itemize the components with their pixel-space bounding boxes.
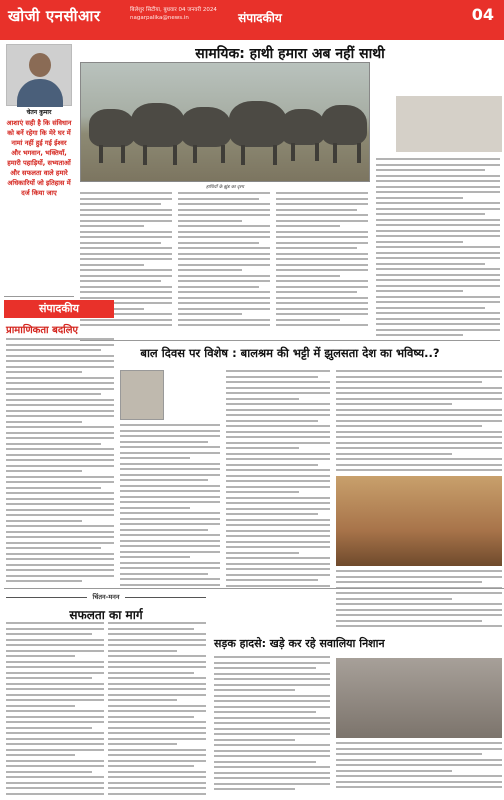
article-body-col-4 (376, 158, 500, 336)
vichar-tag: चिंतन-मनन (87, 593, 126, 601)
road-body-col-2 (336, 742, 502, 798)
feature-body-col-1 (120, 424, 220, 588)
editorial-body (6, 338, 114, 588)
vichar-body-col-2 (108, 622, 206, 798)
author-photo (6, 44, 72, 106)
road-accident-headline: सड़क हादसे: खड़े कर रहे सवालिया निशान (214, 637, 385, 650)
child-labour-large-photo (336, 476, 502, 566)
masthead-meta (130, 6, 230, 22)
masthead (0, 0, 504, 40)
main-headline: सामयिक: हाथी हमारा अब नहीं साथी (195, 46, 385, 62)
feature-body-col-3 (336, 370, 502, 472)
vichar-body-col-1 (6, 622, 104, 798)
road-body-col-1 (214, 656, 330, 798)
editorial-headline: प्रामाणिकता बदलिए (6, 325, 79, 336)
masthead-date: बिलेशुर सिटीया, बुधवार 04 जनवरी 2024 (130, 7, 217, 13)
article-body-col-2 (178, 192, 270, 336)
masthead-email: nagarpalika@news.in (130, 15, 189, 21)
feature-headline: बाल दिवस पर विशेष : बालश्रम की भट्टी में झुलसता देश का भविष्य..? (140, 346, 440, 360)
author-name: चेतन कुमार (26, 109, 52, 116)
vichar-headline: सफलता का मार्ग (69, 608, 143, 622)
elephants-photo (80, 62, 370, 182)
section-title: संपादकीय (238, 11, 282, 25)
road-accident-photo (336, 658, 502, 738)
page-number: 04 (471, 5, 494, 24)
inset-photo (396, 96, 502, 152)
photo-caption: हाथियों के झुंड का दृश्य (206, 185, 244, 190)
author-pull-quote: आशाएं सही है कि संविधान को बनें रहेगा कि मेरे घर में नामां नहीं हुई गई ईश्वर और भगवान, भक्तियाँ, हमारी पहाड़ियों, सभ्यताओं और सफलता वाले हमारे अधिकारियों जो इतिहास में दर्ज किया जाए (6, 119, 72, 197)
editorial-tag: संपादकीय (4, 300, 114, 318)
child-labour-photo (120, 370, 164, 420)
newspaper-brand: खोजी एनसीआर (8, 7, 101, 25)
feature-body-col-4 (336, 570, 502, 630)
feature-body-col-2 (226, 370, 330, 588)
article-body-col-3 (276, 192, 368, 336)
